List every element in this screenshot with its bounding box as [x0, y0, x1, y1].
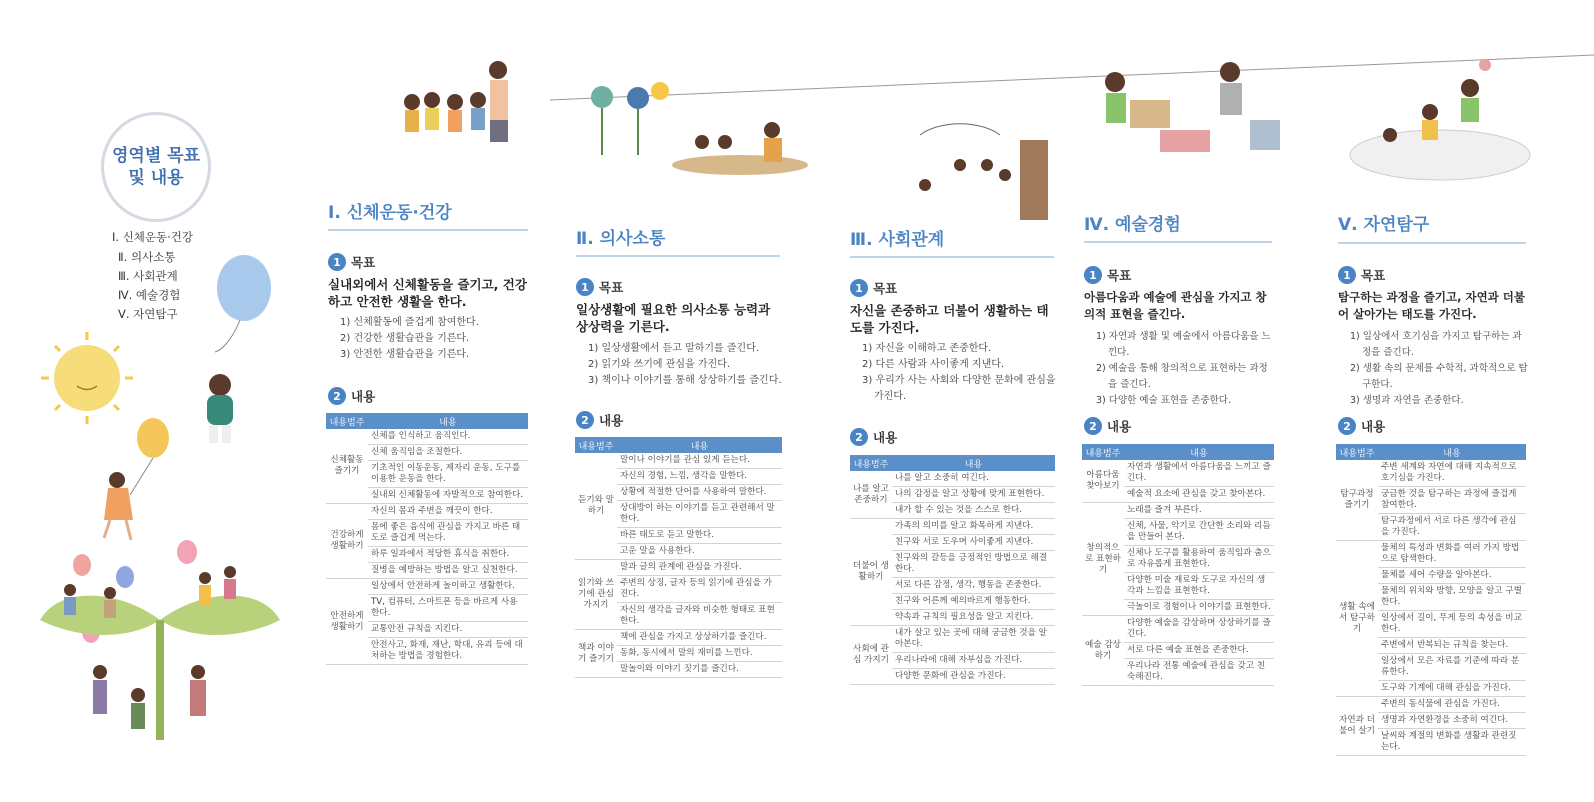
objectives-list [340, 315, 530, 363]
goal-heading [328, 253, 375, 271]
content-cell: TV, 컴퓨터, 스마트폰 등을 바르게 사용한다. [368, 595, 528, 622]
cover-title-line2: 및 내용 [128, 168, 184, 188]
category-cell: 안전하게 생활하기 [326, 579, 368, 665]
table-row [1336, 541, 1526, 568]
content-cell: 주변에서 반복되는 규칙을 찾는다. [1378, 638, 1526, 654]
category-cell: 듣기와 말하기 [575, 453, 617, 560]
number-one-icon: 1 [1084, 266, 1102, 284]
section-illustrations [380, 40, 1594, 230]
objective-item: 2) 생활 속의 문제를 수학적, 과학적으로 탐구한다. [1350, 363, 1528, 390]
content-cell: 고운 말을 사용한다. [617, 544, 782, 560]
objective-item: 1) 자연과 생활 및 예술에서 아름다움을 느낀다. [1096, 331, 1271, 358]
objectives-list [588, 341, 784, 389]
objective-item: 1) 자신을 이해하고 존중한다. [862, 343, 992, 354]
content-heading [576, 411, 623, 429]
content-cell: 하루 일과에서 적당한 휴식을 취한다. [368, 547, 528, 563]
category-cell: 생활 속에서 탐구하기 [1336, 541, 1378, 697]
flowers-icon [591, 82, 669, 155]
content-cell: 자연과 생활에서 아름다움을 느끼고 즐긴다. [1124, 460, 1274, 487]
content-cell: 내가 살고 있는 곳에 대해 궁금한 것을 알아본다. [892, 626, 1055, 653]
content-cell: 도구와 기계에 대해 관심을 가진다. [1378, 681, 1526, 697]
cover-title-badge [101, 112, 211, 222]
section-divider [1084, 241, 1272, 243]
content-cell: 날씨와 계절의 변화를 생활과 관련짓는다. [1378, 729, 1526, 756]
table-row [1082, 460, 1274, 487]
objective-item: 2) 읽기와 쓰기에 관심을 가진다. [588, 359, 731, 370]
goal-heading [1084, 266, 1131, 284]
content-cell: 예술적 요소에 관심을 갖고 찾아본다. [1124, 487, 1274, 503]
content-cell: 친구와 서로 도우며 사이좋게 지낸다. [892, 535, 1055, 551]
goal-text: 탐구하는 과정을 즐기고, 자연과 더불어 살아가는 태도를 가진다. [1338, 290, 1526, 321]
content-cell: 물체를 세어 수량을 알아본다. [1378, 568, 1526, 584]
goal-heading [576, 278, 623, 296]
content-label: 내용 [599, 413, 624, 428]
kids-by-tree-icon [919, 124, 1048, 220]
section-title: Ⅴ. 자연탐구 [1338, 215, 1430, 235]
content-cell: 다양한 예술을 감상하며 상상하기를 즐긴다. [1124, 616, 1274, 643]
content-cell: 물체의 특성과 변화를 여러 가지 방법으로 탐색한다. [1378, 541, 1526, 568]
content-heading [850, 428, 897, 446]
content-cell: 나를 알고 소중히 여긴다. [892, 471, 1055, 487]
section-divider [576, 255, 780, 257]
content-table [1336, 444, 1526, 756]
content-cell: 자신의 몸과 주변을 깨끗이 한다. [368, 504, 528, 520]
number-two-icon: 2 [328, 387, 346, 405]
content-cell: 상황에 적절한 단어를 사용하여 말한다. [617, 485, 782, 501]
content-label: 내용 [351, 389, 376, 404]
content-cell: 책에 관심을 가지고 상상하기를 즐긴다. [617, 630, 782, 646]
content-cell: 일상에서 모은 자료를 기준에 따라 분류한다. [1378, 654, 1526, 681]
content-heading [328, 387, 375, 405]
column-header-category: 내용범주 [575, 437, 617, 453]
table-row [1082, 503, 1274, 519]
objective-item: 2) 건강한 생활습관을 기른다. [340, 333, 470, 344]
table-row [575, 560, 782, 576]
content-cell: 신체, 사물, 악기로 간단한 소리와 리듬을 만들어 본다. [1124, 519, 1274, 546]
content-cell: 주변 세계와 자연에 대해 지속적으로 호기심을 가진다. [1378, 460, 1526, 487]
section-title: Ⅱ. 의사소통 [576, 229, 666, 249]
toc-item[interactable]: Ⅰ. 신체운동·건강 [112, 230, 194, 244]
category-cell: 읽기와 쓰기에 관심 가지기 [575, 560, 617, 630]
content-cell: 기초적인 이동운동, 제자리 운동, 도구를 이용한 운동을 한다. [368, 461, 528, 488]
content-cell: 서로 다른 예술 표현을 존중한다. [1124, 643, 1274, 659]
objective-item: 3) 다양한 예술 표현을 존중한다. [1096, 395, 1231, 406]
table-row [850, 471, 1055, 487]
goal-heading [1338, 266, 1385, 284]
toc-item[interactable]: Ⅲ. 사회관계 [118, 269, 178, 283]
goal-label: 목표 [351, 255, 376, 270]
child-figure-icon [207, 374, 233, 443]
content-cell: 물체의 위치와 방향, 모양을 알고 구별한다. [1378, 584, 1526, 611]
category-cell: 신체활동 즐기기 [326, 429, 368, 504]
table-header-row [575, 437, 782, 453]
content-cell: 상대방이 하는 이야기를 듣고 관련해서 말한다. [617, 501, 782, 528]
content-cell: 노래를 즐겨 부른다. [1124, 503, 1274, 519]
column-header-category: 내용범주 [1082, 444, 1124, 460]
content-cell: 극놀이로 경험이나 이야기를 표현한다. [1124, 600, 1274, 616]
children-walking-icon [404, 61, 508, 142]
column-header-category: 내용범주 [850, 455, 892, 471]
content-cell: 궁금한 것을 탐구하는 과정에 즐겁게 참여한다. [1378, 487, 1526, 514]
section-title: Ⅳ. 예술경험 [1084, 215, 1181, 235]
goal-text: 일상생활에 필요한 의사소통 능력과 상상력을 기른다. [576, 302, 771, 334]
content-cell: 안전사고, 화재, 재난, 학대, 유괴 등에 대처하는 방법을 경험한다. [368, 638, 528, 665]
table-header-row [1082, 444, 1274, 460]
toc-item[interactable]: Ⅳ. 예술경험 [118, 288, 181, 302]
table-row [1336, 697, 1526, 713]
goal-label: 목표 [1361, 268, 1386, 283]
objective-item: 2) 예술을 통해 창의적으로 표현하는 과정을 즐긴다. [1096, 363, 1268, 390]
number-one-icon: 1 [1338, 266, 1356, 284]
category-cell: 자연과 더불어 살기 [1336, 697, 1378, 756]
number-two-icon: 2 [576, 411, 594, 429]
number-one-icon: 1 [576, 278, 594, 296]
table-row [575, 453, 782, 469]
content-table [850, 455, 1055, 685]
content-cell: 우리나라에 대해 자부심을 가진다. [892, 653, 1055, 669]
table-header-row [326, 413, 528, 429]
table-row [1082, 616, 1274, 643]
flying-girl-icon [104, 472, 133, 540]
number-one-icon: 1 [850, 279, 868, 297]
table-row [1336, 460, 1526, 487]
objective-item: 1) 일상에서 호기심을 가지고 탐구하는 과정을 즐긴다. [1350, 331, 1522, 358]
column-header-content: 내용 [892, 455, 1055, 471]
table-row [326, 579, 528, 595]
column-header-content: 내용 [1124, 444, 1274, 460]
goal-text: 실내외에서 신체활동을 즐기고, 건강하고 안전한 생활을 한다. [328, 277, 527, 309]
content-cell: 자신의 생각을 글자와 비슷한 형태로 표현한다. [617, 603, 782, 630]
content-cell: 내가 할 수 있는 것을 스스로 한다. [892, 503, 1055, 519]
objective-item: 3) 책이나 이야기를 통해 상상하기를 즐긴다. [588, 375, 782, 386]
content-cell: 신체나 도구를 활용하여 움직임과 춤으로 자유롭게 표현한다. [1124, 546, 1274, 573]
category-cell: 창의적으로 표현하기 [1082, 503, 1124, 616]
content-cell: 다양한 문화에 관심을 가진다. [892, 669, 1055, 685]
content-cell: 주변의 동식물에 관심을 가진다. [1378, 697, 1526, 713]
toc-item[interactable]: Ⅱ. 의사소통 [118, 250, 176, 264]
goal-label: 목표 [599, 280, 624, 295]
category-cell: 예술 감상하기 [1082, 616, 1124, 686]
content-cell: 다양한 미술 재료와 도구로 자신의 생각과 느낌을 표현한다. [1124, 573, 1274, 600]
category-cell: 건강하게 생활하기 [326, 504, 368, 579]
objectives-list [1096, 329, 1276, 409]
section-divider [328, 229, 528, 231]
goal-label: 목표 [873, 281, 898, 296]
content-cell: 친구와의 갈등을 긍정적인 방법으로 해결한다. [892, 551, 1055, 578]
table-row [575, 630, 782, 646]
objective-item: 1) 신체활동에 즐겁게 참여한다. [340, 317, 479, 328]
objective-item: 3) 우리가 사는 사회와 다양한 문화에 관심을 가진다. [862, 375, 1056, 402]
category-cell: 사회에 관심 가지기 [850, 626, 892, 685]
cover-title-line1: 영역별 목표 [111, 146, 201, 166]
sprout-leaves-icon [40, 596, 280, 740]
table-row [850, 519, 1055, 535]
column-header-category: 내용범주 [1336, 444, 1378, 460]
content-cell: 일상에서 길이, 무게 등의 속성을 비교한다. [1378, 611, 1526, 638]
content-cell: 생명과 자연환경을 소중히 여긴다. [1378, 713, 1526, 729]
cover-illustration [0, 240, 300, 780]
objective-item: 1) 일상생활에서 듣고 말하기를 즐긴다. [588, 343, 760, 354]
objective-item: 3) 생명과 자연을 존중한다. [1350, 395, 1464, 406]
content-cell: 바른 태도로 듣고 말한다. [617, 528, 782, 544]
content-table [326, 413, 528, 665]
content-cell: 몸에 좋은 음식에 관심을 가지고 바른 태도로 즐겁게 먹는다. [368, 520, 528, 547]
content-cell: 일상에서 안전하게 놀이하고 생활한다. [368, 579, 528, 595]
content-cell: 주변의 상징, 글자 등의 읽기에 관심을 가진다. [617, 576, 782, 603]
content-cell: 친구와 어른께 예의바르게 행동한다. [892, 594, 1055, 610]
goal-label: 목표 [1107, 268, 1132, 283]
content-cell: 실내외 신체활동에 자발적으로 참여한다. [368, 488, 528, 504]
content-cell: 말이나 이야기를 관심 있게 듣는다. [617, 453, 782, 469]
balloon-icon [215, 255, 271, 352]
goal-heading [850, 279, 897, 297]
content-cell: 가족의 의미를 알고 화목하게 지낸다. [892, 519, 1055, 535]
content-label: 내용 [1361, 419, 1386, 434]
table-row [850, 626, 1055, 653]
objectives-list [1350, 329, 1530, 409]
goal-text: 자신을 존중하고 더불어 생활하는 태도를 가진다. [850, 303, 1049, 335]
section-divider [1338, 242, 1526, 244]
content-cell: 우리나라 전통 예술에 관심을 갖고 친숙해진다. [1124, 659, 1274, 686]
table-header-row [850, 455, 1055, 471]
category-cell: 아름다움 찾아보기 [1082, 460, 1124, 503]
content-cell: 탐구과정에서 서로 다른 생각에 관심을 가진다. [1378, 514, 1526, 541]
objective-item: 2) 다른 사람과 사이좋게 지낸다. [862, 359, 1005, 370]
content-table [1082, 444, 1274, 686]
toc-item[interactable]: Ⅴ. 자연탐구 [118, 307, 178, 321]
content-cell: 말놀이와 이야기 짓기를 즐긴다. [617, 662, 782, 678]
column-header-content: 내용 [368, 413, 528, 429]
content-cell: 나의 감정을 알고 상황에 맞게 표현한다. [892, 487, 1055, 503]
table-row [326, 504, 528, 520]
column-header-content: 내용 [617, 437, 782, 453]
column-header-content: 내용 [1378, 444, 1526, 460]
content-cell: 질병을 예방하는 방법을 알고 실천한다. [368, 563, 528, 579]
objective-item: 3) 안전한 생활습관을 기른다. [340, 349, 470, 360]
content-cell: 약속과 규칙의 필요성을 알고 지킨다. [892, 610, 1055, 626]
category-cell: 탐구과정 즐기기 [1336, 460, 1378, 541]
sun-icon [41, 332, 133, 424]
category-cell: 더불어 생활하기 [850, 519, 892, 626]
content-heading [1084, 417, 1131, 435]
content-cell: 말과 글의 관계에 관심을 가진다. [617, 560, 782, 576]
goal-text: 아름다움과 예술에 관심을 가지고 창의적 표현을 즐긴다. [1084, 290, 1267, 321]
content-cell: 교통안전 규칙을 지킨다. [368, 622, 528, 638]
table-header-row [1336, 444, 1526, 460]
number-two-icon: 2 [850, 428, 868, 446]
content-cell: 신체 움직임을 조절한다. [368, 445, 528, 461]
content-label: 내용 [873, 430, 898, 445]
number-two-icon: 2 [1084, 417, 1102, 435]
content-table [575, 437, 782, 678]
objectives-list [862, 341, 1058, 405]
section-divider [850, 256, 1054, 258]
number-one-icon: 1 [328, 253, 346, 271]
section-title: Ⅰ. 신체운동·건강 [328, 203, 452, 223]
kids-with-blocks-icon [1105, 62, 1280, 152]
table-row [326, 429, 528, 445]
content-label: 내용 [1107, 419, 1132, 434]
kids-on-hill-icon [1350, 59, 1530, 180]
content-cell: 신체를 인식하고 움직인다. [368, 429, 528, 445]
content-cell: 동화, 동시에서 말의 재미를 느낀다. [617, 646, 782, 662]
content-cell: 서로 다른 감정, 생각, 행동을 존중한다. [892, 578, 1055, 594]
category-cell: 책과 이야기 즐기기 [575, 630, 617, 678]
category-cell: 나를 알고 존중하기 [850, 471, 892, 519]
column-header-category: 내용범주 [326, 413, 368, 429]
section-title: Ⅲ. 사회관계 [850, 230, 945, 250]
people-figures-icon [64, 566, 236, 729]
kids-at-table-icon [672, 122, 808, 175]
number-two-icon: 2 [1338, 417, 1356, 435]
content-heading [1338, 417, 1385, 435]
content-cell: 자신의 경험, 느낌, 생각을 말한다. [617, 469, 782, 485]
